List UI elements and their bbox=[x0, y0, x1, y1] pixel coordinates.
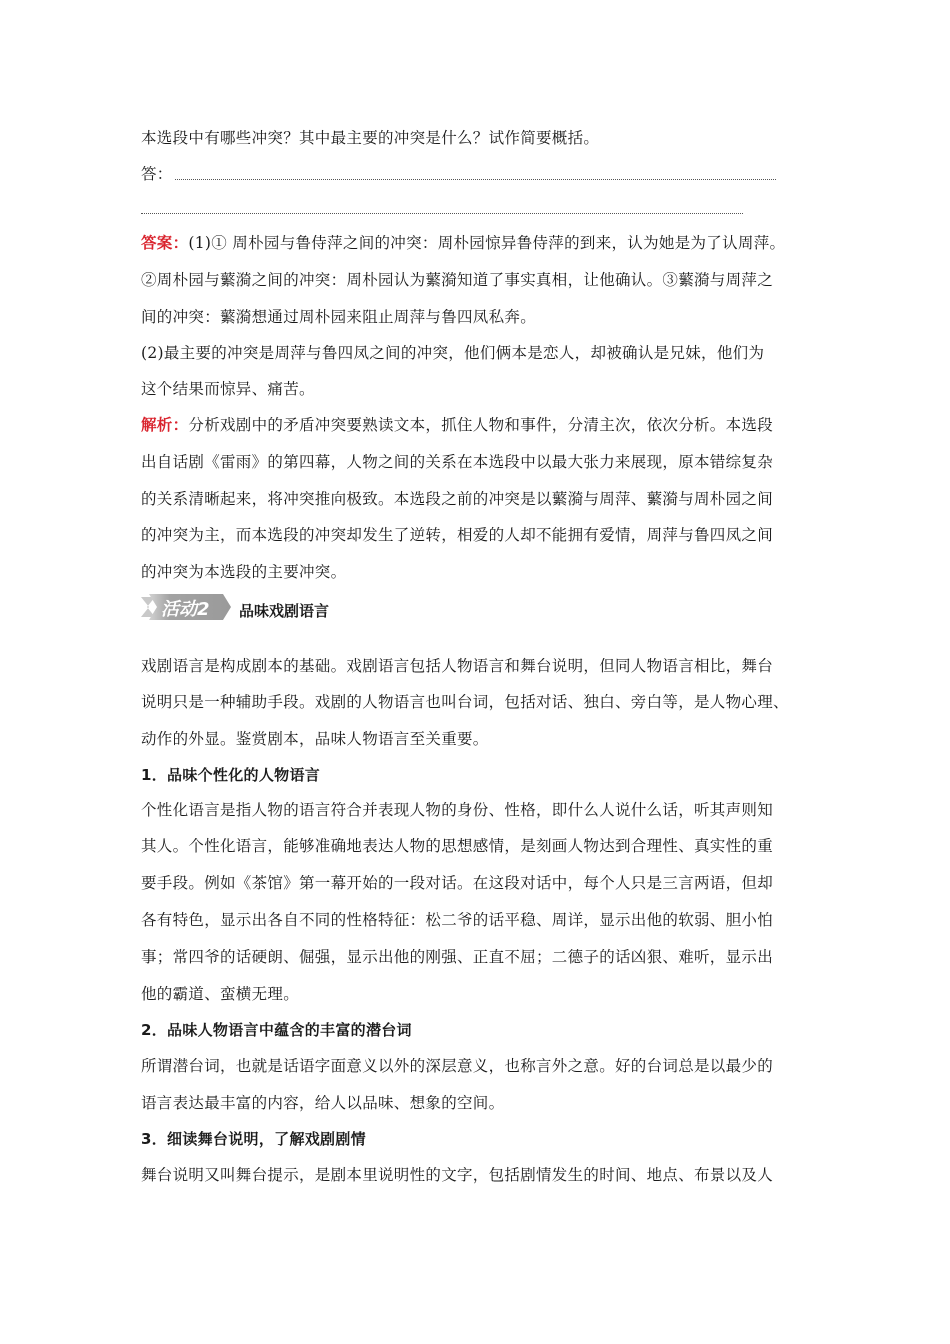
section-1-line-3: 要手段。例如《茶馆》第一幕开始的一段对话。在这段对话中，每个人只是三言两语，但却 bbox=[141, 874, 774, 892]
answer-field-label: 答： bbox=[141, 165, 173, 183]
activity-badge-label: 活动2 bbox=[161, 599, 210, 620]
section-1-line-5: 事；常四爷的话硬朗、倔强，显示出他的刚强、正直不屈；二德子的话凶狠、难听，显示出 bbox=[141, 948, 774, 966]
analysis-line-2: 出自话剧《雷雨》的第四幕，人物之间的关系在本选段中以最大张力来展现，原本错综复杂 bbox=[141, 453, 774, 471]
section-2-line-2: 语言表达最丰富的内容，给人以品味、想象的空间。 bbox=[141, 1094, 505, 1112]
intro-line-1: 戏剧语言是构成剧本的基础。戏剧语言包括人物语言和舞台说明，但同人物语言相比，舞台 bbox=[141, 657, 774, 675]
answer-blank-line-1[interactable] bbox=[175, 179, 776, 180]
answer-line-1: 答案：(1)① 周朴园与鲁侍萍之间的冲突：周朴园惊异鲁侍萍的到来，认为她是为了认周萍。 bbox=[141, 234, 786, 252]
analysis-label: 解析： bbox=[141, 416, 189, 434]
section-heading-3: 3．细读舞台说明，了解戏剧剧情 bbox=[141, 1130, 366, 1148]
section-1-line-4: 各有特色，显示出各自不同的性格特征：松二爷的话平稳、周详，显示出他的软弱、胆小怕 bbox=[141, 911, 774, 929]
answer-label: 答案： bbox=[141, 234, 189, 252]
answer-line-4: (2)最主要的冲突是周萍与鲁四凤之间的冲突，他们俩本是恋人，却被确认是兄妹，他们为 bbox=[141, 344, 765, 362]
intro-line-2: 说明只是一种辅助手段。戏剧的人物语言也叫台词，包括对话、独白、旁白等，是人物心理、 bbox=[141, 693, 789, 711]
section-heading-2: 2．品味人物语言中蕴含的丰富的潜台词 bbox=[141, 1021, 412, 1039]
activity-badge bbox=[141, 593, 231, 621]
answer-line-3: 间的冲突：蘩漪想通过周朴园来阻止周萍与鲁四凤私奔。 bbox=[141, 308, 537, 326]
analysis-line-1: 解析：分析戏剧中的矛盾冲突要熟读文本，抓住人物和事件，分清主次，依次分析。本选段 bbox=[141, 416, 774, 434]
answer-line-5: 这个结果而惊异、痛苦。 bbox=[141, 380, 315, 398]
section-heading-1: 1．品味个性化的人物语言 bbox=[141, 766, 321, 784]
intro-line-3: 动作的外显。鉴赏剧本，品味人物语言至关重要。 bbox=[141, 730, 489, 748]
analysis-line-4: 的冲突为主，而本选段的冲突却发生了逆转，相爱的人却不能拥有爱情，周萍与鲁四凤之间 bbox=[141, 526, 774, 544]
section-3-line-1: 舞台说明又叫舞台提示，是剧本里说明性的文字，包括剧情发生的时间、地点、布景以及人 bbox=[141, 1166, 774, 1184]
question-prompt: 本选段中有哪些冲突？其中最主要的冲突是什么？试作简要概括。 bbox=[141, 129, 600, 147]
analysis-line-5: 的冲突为本选段的主要冲突。 bbox=[141, 563, 347, 581]
section-1-line-6: 他的霸道、蛮横无理。 bbox=[141, 985, 300, 1003]
section-1-line-2: 其人。个性化语言，能够准确地表达人物的思想感情，是刻画人物达到合理性、真实性的重 bbox=[141, 837, 774, 855]
section-1-line-1: 个性化语言是指人物的语言符合并表现人物的身份、性格，即什么人说什么话，听其声则知 bbox=[141, 801, 774, 819]
section-2-line-1: 所谓潜台词，也就是话语字面意义以外的深层意义，也称言外之意。好的台词总是以最少的 bbox=[141, 1057, 774, 1075]
answer-blank-line-2[interactable] bbox=[141, 213, 743, 214]
answer-line-2: ②周朴园与蘩漪之间的冲突：周朴园认为蘩漪知道了事实真相，让他确认。③蘩漪与周萍之 bbox=[141, 271, 774, 289]
analysis-line-3: 的关系清晰起来，将冲突推向极致。本选段之前的冲突是以蘩漪与周萍、蘩漪与周朴园之间 bbox=[141, 490, 774, 508]
activity-title: 品味戏剧语言 bbox=[239, 602, 330, 620]
